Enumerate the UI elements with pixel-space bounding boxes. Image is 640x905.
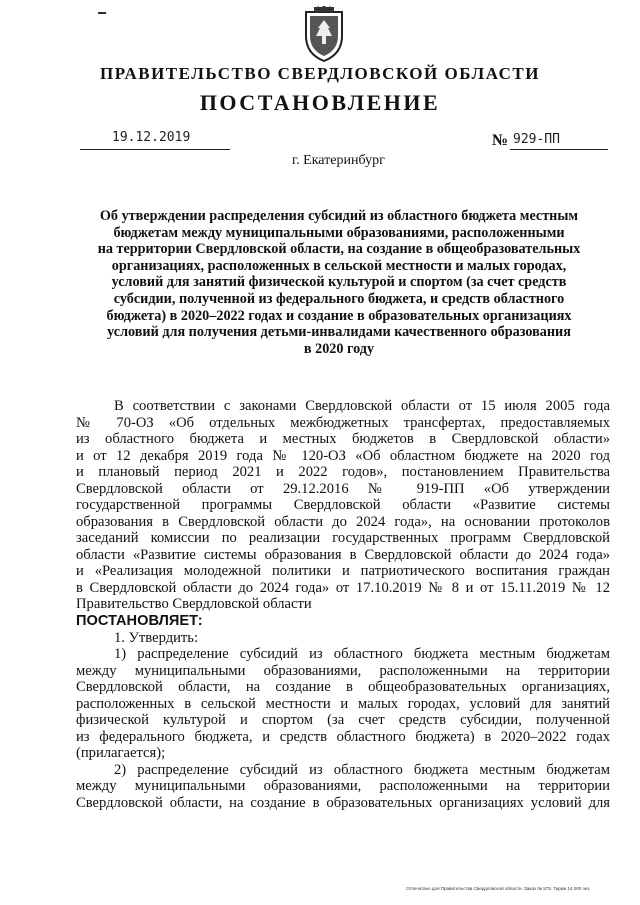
item-1-2-line: между муниципальными образованиями, расположенными на территории — [76, 778, 610, 794]
preamble-line: и «Реализация молодежной политики и патриотического воспитания граждан — [76, 563, 610, 579]
number-underline — [510, 149, 608, 150]
item-1-1-line: из федерального бюджета, и средств областного бюджета) в 2020–2022 годах — [76, 728, 610, 745]
number-label: № — [492, 132, 509, 149]
preamble-line: Свердловской области от 29.12.2016 № 919-ПП «Об утверждении — [76, 480, 610, 497]
title-line: условий для получения детьми-инвалидами качественного образования — [107, 324, 571, 341]
item-1-2-line: 2) распределение субсидий из областного бюджета местным бюджетам — [114, 761, 610, 778]
preamble-line: области «Развитие системы образования в Свердловской области до 2024 года» — [76, 546, 610, 563]
item-1: 1. Утвердить: — [114, 629, 199, 646]
document-title — [84, 208, 594, 357]
title-line: субсидии, полученной из федерального бюджета, и средств областного — [113, 290, 565, 307]
preamble-line: Правительство Свердловской области — [76, 596, 312, 612]
item-1-1-line: расположенных в сельской местности и малых городах, условий для занятий — [76, 695, 610, 712]
preamble-line: и от 12 декабря 2019 года № 120-ОЗ «Об областном бюджете на 2020 год — [76, 447, 610, 464]
preamble-line: в Свердловской области до 2024 года» от 17.10.2019 № 8 и от 15.11.2019 № 12 — [76, 579, 610, 596]
title-line: организациях, расположенных в сельской местности и малых городах, — [111, 257, 567, 274]
document-body — [76, 398, 610, 811]
title-line: бюджетам между муниципальными образованиями, расположенными — [113, 224, 565, 241]
title-line: бюджета) в 2020–2022 годах и создание в образовательных организациях — [106, 307, 572, 324]
preamble-line: № 70-ОЗ «Об отдельных межбюджетных трансфертах, предоставляемых — [76, 414, 610, 431]
item-1-1-line: Свердловской области, на создание в общеобразовательных организациях, — [76, 679, 610, 695]
preamble-line: из областного бюджета и местных бюджетов в Свердловской области» — [76, 431, 610, 447]
preamble-line: заседаний комиссии по реализации государственных программ Свердловской — [76, 530, 610, 546]
preamble-line: государственной программы Свердловской области «Развитие системы — [76, 497, 610, 513]
coat-of-arms-icon — [300, 6, 348, 64]
date-underline — [80, 149, 230, 150]
item-1-1-line: физической культурой и спортом (за счет средств субсидии, полученной — [76, 712, 610, 728]
item-1-1-line: 1) распределение субсидий из областного бюджета местным бюджетам — [114, 646, 610, 662]
print-footer: Отпечатано для Правительства Свердловской области. Заказ № 575. Тираж 14 000 экз. — [406, 886, 591, 891]
preamble-line: В соответствии с законами Свердловской области от 15 июля 2005 года — [114, 398, 610, 414]
title-line: условий для занятий физической культурой и спортом (за счет средств — [111, 274, 567, 291]
preamble-line: и плановый период 2021 и 2022 годов», постановлением Правительства — [76, 464, 610, 480]
item-1-1-line: между муниципальными образованиями, расположенными на территории — [76, 662, 610, 679]
document-type: ПОСТАНОВЛЕНИЕ — [199, 90, 441, 115]
preamble-line: образования в Свердловской области до 2024 года», на основании протоколов — [76, 513, 610, 530]
government-name: ПРАВИТЕЛЬСТВО СВЕРДЛОВСКОЙ ОБЛАСТИ — [100, 64, 540, 83]
title-line: в 2020 году — [303, 340, 375, 357]
title-line: Об утверждении распределения субсидий из областного бюджета местным — [99, 208, 579, 224]
resolves-heading: ПОСТАНОВЛЯЕТ: — [76, 612, 203, 629]
title-line: на территории Свердловской области, на создание в общеобразовательных — [97, 241, 581, 258]
scan-mark — [98, 12, 106, 14]
city: г. Екатеринбург — [292, 153, 385, 168]
decree-number: 929-ПП — [513, 132, 560, 147]
item-1-2-line: Свердловской области, на создание в образовательных организациях условий для — [76, 794, 610, 811]
decree-date: 19.12.2019 — [112, 130, 191, 145]
item-1-1-line: (прилагается); — [76, 745, 166, 761]
